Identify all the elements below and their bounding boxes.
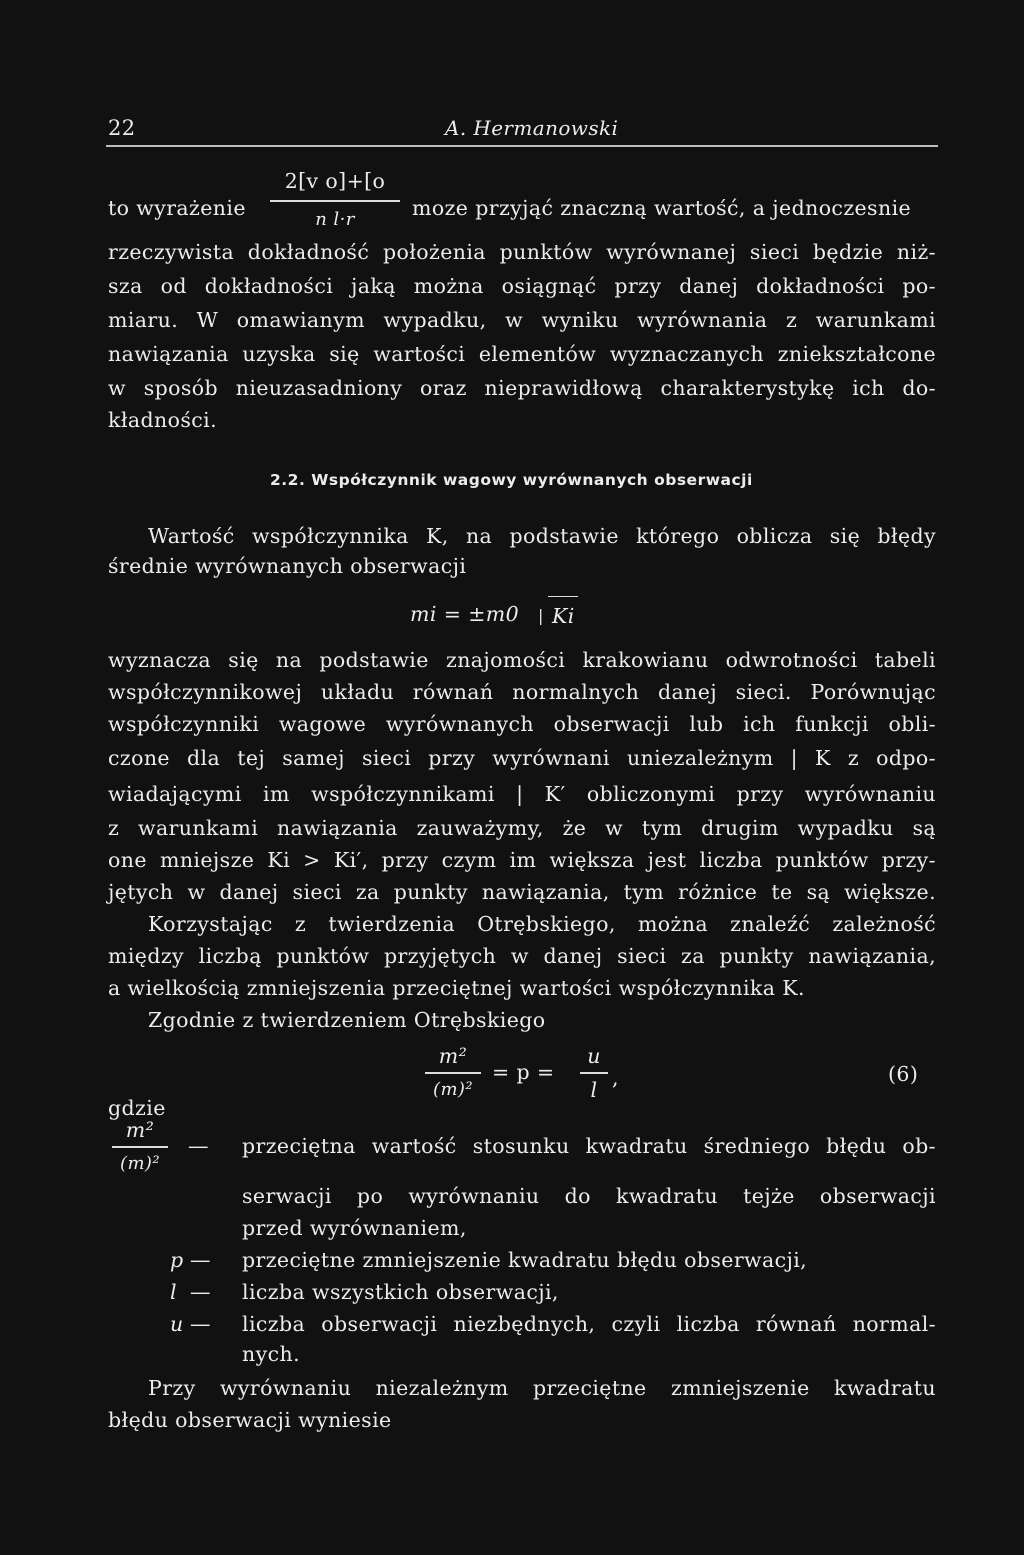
para2-line: między liczbą punktów przyjętych w danej sieci za punkty nawiązania, [108,944,936,968]
header-rule [106,145,938,147]
para1-line: Wartość współczynnika K, na podstawie którego oblicza się błędy [148,524,936,548]
def-symbol: p [170,1248,184,1272]
def-text: liczba obserwacji niezbędnych, czyli liczba równań normal- [242,1312,936,1336]
def-ratio-dash: — [188,1134,209,1158]
formula6-den1: (m)² [433,1079,473,1100]
def-dash: — [190,1248,211,1272]
intro-line: sza od dokładności jaką można osiągnąć przy danej dokładności po- [108,274,936,298]
section-heading: 2.2. Współczynnik wagowy wyrównanych obserwacji [270,471,753,489]
formula6-den2: l [590,1078,598,1102]
para2-line: a wielkością zmniejszenia przeciętnej wartości współczynnika K. [108,976,805,1000]
def-symbol: l [170,1280,177,1304]
para2-line: Korzystając z twierdzenia Otrębskiego, można znaleźć zależność [148,912,936,936]
para2-line: wyznacza się na podstawie znajomości krakowianu odwrotności tabeli [108,648,936,672]
def-dash: — [190,1280,211,1304]
intro-tail: moze przyjąć znaczną wartość, a jednoczesnie [412,196,912,220]
para2-line: jętych w danej sieci za punkty nawiązania, tym różnice te są większe. [108,880,936,904]
formula6-num2: u [587,1044,601,1068]
intro-line: nawiązania uzyska się wartości elementów wyznaczanych zniekształcone [108,342,936,366]
formula6-comma: , [612,1066,619,1090]
def-symbol: u [170,1312,184,1336]
def-ratio-den: (m)² [120,1153,160,1174]
intro-line: miaru. W omawianym wypadku, w wyniku wyrównania z warunkami [108,308,936,332]
def-ratio-text: przed wyrównaniem, [242,1216,467,1240]
formula6-num1: m² [438,1044,468,1068]
para2-line: one mniejsze Ki > Ki′, przy czym im większa jest liczba punktów przy- [108,848,936,872]
para2-line: Zgodnie z twierdzeniem Otrębskiego [148,1008,546,1032]
def-ratio-text: przeciętna wartość stosunku kwadratu średniego błędu ob- [242,1134,936,1158]
def-text: liczba wszystkich obserwacji, [242,1280,559,1304]
intro-line: rzeczywista dokładność położenia punktów wyrównanej sieci będzie niż- [108,240,936,264]
intro-lead: to wyrażenie [108,196,246,220]
formula1-overline [548,596,578,597]
para2-line: wiadającymi im współczynnikami | K′ obliczonymi przy wyrównaniu [108,782,936,806]
intro-fraction-line [270,200,400,202]
formula6-equals: = p = [492,1060,555,1084]
closing-line: Przy wyrównaniu niezależnym przeciętne zmniejszenie kwadratu [148,1376,936,1400]
intro-line: w sposób nieuzasadniony oraz nieprawidłową charakterystykę ich do- [108,376,936,400]
running-header-author: A. Hermanowski [445,116,619,140]
para2-line: współczynniki wagowe wyrównanych obserwacji lub ich funkcji obli- [108,712,936,736]
def-ratio-num: m² [125,1118,155,1142]
intro-line: kładności. [108,408,218,432]
para2-line: czone dla tej samej sieci przy wyrównani uniezależnym | K z odpo- [108,746,936,770]
para1-line: średnie wyrównanych obserwacji [108,554,467,578]
intro-fraction-denominator: n l·r [315,209,355,230]
def-dash: — [190,1312,211,1336]
page-number: 22 [108,116,136,140]
equation-number: (6) [888,1062,919,1086]
intro-fraction-numerator: 2[v o]+[o [284,169,386,193]
formula1-lhs: mi = ±m0 [410,602,520,626]
def-ratio-text: serwacji po wyrównaniu do kwadratu tejże obserwacji [242,1184,936,1208]
closing-line: błędu obserwacji wyniesie [108,1408,392,1432]
formula1-rhs: Ki [552,604,575,628]
para2-line: współczynnikowej układu równań normalnych danej sieci. Porównując [108,680,936,704]
gdzie-label: gdzie [108,1096,166,1120]
formula1-bar: | [538,606,544,625]
def-text: nych. [242,1342,300,1366]
para2-line: z warunkami nawiązania zauważymy, że w tym drugim wypadku są [108,816,936,840]
def-text: przeciętne zmniejszenie kwadratu błędu obserwacji, [242,1248,808,1272]
